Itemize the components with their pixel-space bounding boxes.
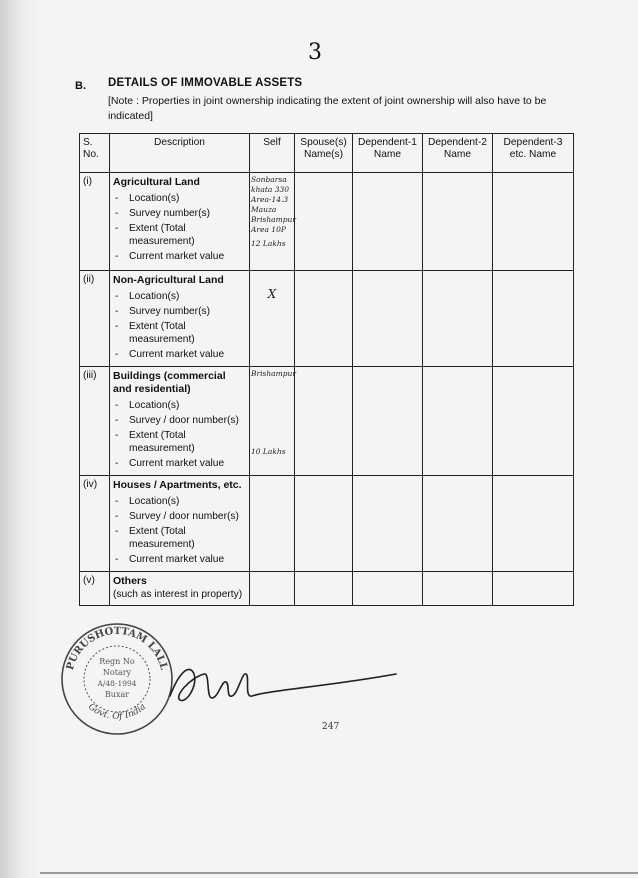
self-cell (250, 173, 295, 271)
table-row (80, 572, 574, 606)
list-item: - Current market value (113, 348, 246, 361)
dependent-2-cell (423, 367, 493, 476)
row-sno: (i) (80, 173, 110, 271)
table-row (80, 271, 574, 367)
header-dependent-3: Dependent-3 etc. Name (493, 134, 574, 173)
header-sno: S. No. (80, 134, 110, 173)
table-row (80, 367, 574, 476)
list-item: - Extent (Total measurement) (113, 525, 246, 551)
svg-text:Buxar: Buxar (104, 690, 130, 699)
table-row (80, 173, 574, 271)
row-title: Agricultural Land (113, 176, 200, 188)
dependent-3-cell (493, 173, 574, 271)
dependent-2-cell (423, 173, 493, 271)
footer-page-number: 247 (322, 722, 340, 732)
self-cell (250, 572, 295, 606)
dependent-3-cell (493, 572, 574, 606)
spouse-cell (295, 271, 353, 367)
spouse-cell (295, 476, 353, 572)
self-cell (250, 476, 295, 572)
list-item: - Current market value (113, 250, 246, 263)
table-header-row (80, 134, 574, 173)
header-description: Description (110, 134, 250, 173)
dependent-3-cell (493, 271, 574, 367)
svg-text:PURUSHOTTAM LALL: PURUSHOTTAM LALL (64, 625, 170, 672)
dependent-2-cell (423, 572, 493, 606)
handwritten-line: Mauza (251, 205, 277, 214)
row-items (113, 290, 246, 361)
list-item: - Survey / door number(s) (113, 414, 246, 427)
svg-text:A/48-1994: A/48-1994 (97, 679, 137, 688)
header-spouse: Spouse(s) Name(s) (295, 134, 353, 173)
section-title: DETAILS OF IMMOVABLE ASSETS (108, 77, 303, 89)
spouse-cell (295, 572, 353, 606)
row-sno: (iv) (80, 476, 110, 572)
row-sno: (v) (80, 572, 110, 606)
list-item: - Survey / door number(s) (113, 510, 246, 523)
handwritten-line: Area 10P (251, 225, 286, 234)
list-item: - Survey number(s) (113, 207, 246, 220)
svg-text:Govt. Of India: Govt. Of India (85, 701, 149, 722)
row-description (110, 572, 250, 606)
row-sno: (iii) (80, 367, 110, 476)
handwritten-line: Brishampur (251, 369, 296, 378)
header-dependent-2: Dependent-2 Name (423, 134, 493, 173)
row-title: Others (113, 575, 147, 587)
row-description (110, 476, 250, 572)
list-item: - Extent (Total measurement) (113, 320, 246, 346)
spouse-cell (295, 173, 353, 271)
dependent-1-cell (353, 271, 423, 367)
dependent-2-cell (423, 271, 493, 367)
bottom-rule (40, 872, 638, 874)
notary-stamp (58, 620, 176, 738)
handwritten-line: Brishampur (251, 215, 296, 224)
handwritten-line: 12 Lakhs (251, 239, 286, 248)
list-item: - Current market value (113, 553, 246, 566)
row-title: Non-Agricultural Land (113, 274, 224, 286)
row-items (113, 399, 246, 470)
dependent-1-cell (353, 476, 423, 572)
immovable-assets-table (79, 133, 574, 606)
dependent-1-cell (353, 572, 423, 606)
list-item: - Location(s) (113, 495, 246, 508)
list-item: - Location(s) (113, 399, 246, 412)
spouse-cell (295, 367, 353, 476)
dependent-1-cell (353, 173, 423, 271)
handwritten-cross: X (267, 287, 277, 301)
row-subtitle: (such as interest in property) (113, 589, 243, 600)
dependent-3-cell (493, 367, 574, 476)
list-item: - Extent (Total measurement) (113, 429, 246, 455)
list-item: - Survey number(s) (113, 305, 246, 318)
svg-text:Regn No: Regn No (99, 657, 135, 666)
handwritten-signature (160, 660, 400, 710)
section-letter: B. (75, 80, 86, 92)
list-item: - Current market value (113, 457, 246, 470)
dependent-2-cell (423, 476, 493, 572)
header-dependent-1: Dependent-1 Name (353, 134, 423, 173)
self-cell (250, 367, 295, 476)
row-items (113, 495, 246, 566)
row-items (113, 192, 246, 263)
handwritten-line: khata 330 (251, 185, 290, 194)
list-item: - Location(s) (113, 290, 246, 303)
dependent-1-cell (353, 367, 423, 476)
dependent-3-cell (493, 476, 574, 572)
table-row (80, 476, 574, 572)
list-item: - Extent (Total measurement) (113, 222, 246, 248)
row-description (110, 271, 250, 367)
row-sno: (ii) (80, 271, 110, 367)
row-title: Buildings (commercial and residential) (113, 370, 226, 395)
handwritten-line: Sonbarsa (251, 175, 287, 184)
handwritten-line: Area-14.3 (251, 195, 289, 204)
section-note: [Note : Properties in joint ownership indicating the extent of joint ownership will also have to be indicated] (108, 95, 547, 122)
row-title: Houses / Apartments, etc. (113, 479, 242, 491)
row-description (110, 173, 250, 271)
page-number: 3 (308, 40, 322, 65)
page-binding-shadow (0, 0, 40, 878)
header-self: Self (250, 134, 295, 173)
row-description (110, 367, 250, 476)
self-cell (250, 271, 295, 367)
svg-text:Notary: Notary (102, 668, 132, 677)
list-item: - Location(s) (113, 192, 246, 205)
handwritten-line: 10 Lakhs (251, 447, 286, 456)
